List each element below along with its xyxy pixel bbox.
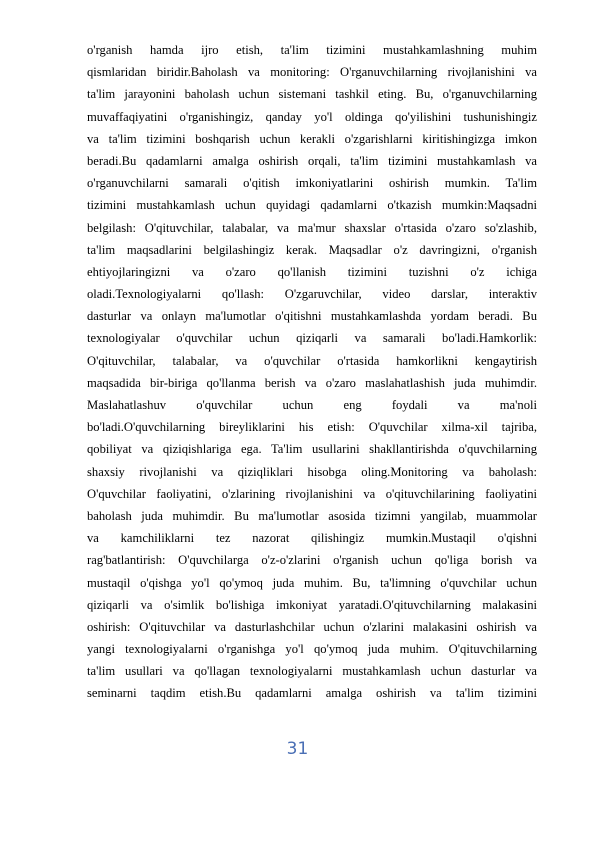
text-line: yangi texnologiyalarni o'rganishga yo'l qo'ymoq juda muhim. O'qituvchilarning — [87, 642, 537, 657]
text-line: ta'lim usullari va qo'llagan texnologiyalarni mustahkamlash uchun dasturlar va — [87, 664, 537, 679]
text-line: baholash juda muhimdir. Bu ma'lumotlar asosida tizimni yangilab, muammolar — [87, 508, 537, 523]
text-line: texnologiyalar o'quvchilar uchun qiziqarli va samarali bo'ladi.Hamkorlik: — [87, 331, 537, 346]
text-line: va ta'lim tizimini boshqarish uchun kerakli o'zgarishlarni kiritishingizga imkon — [87, 131, 537, 146]
text-line: qobiliyat va qiziqishlariga ega. Ta'lim usullarini shakllantirishda o'quvchilarning — [87, 442, 537, 457]
text-line: maqsadida bir-biriga qo'llanma berish va o'zaro maslahatlashish juda muhimdir. — [87, 375, 537, 390]
text-line: qismlaridan biridir.Baholash va monitoring: O'rganuvchilarning rivojlanishini va — [87, 65, 537, 80]
text-line: qiziqarli va o'simlik bo'lishiga imkoniyat yaratadi.O'qituvchilarning malakasini — [87, 597, 537, 612]
text-line: o'rganuvchilarni samarali o'qitish imkoniyatlarini oshirish mumkin. Ta'lim — [87, 176, 537, 191]
text-line: oshirish: O'qituvchilar va dasturlashchilar uchun o'zlarini malakasini oshirish va — [87, 619, 537, 634]
text-line: ta'lim jarayonini baholash uchun sistemani tashkil eting. Bu, o'rganuvchilarning — [87, 87, 537, 102]
text-line: O'qituvchilar, talabalar, va o'quvchilar o'rtasida hamkorlikni kengaytirish — [87, 353, 537, 368]
text-line: muvaffaqiyatini o'rganishingiz, qanday yo'l oldinga qo'yilishini tushunishingiz — [87, 109, 537, 124]
body-text — [87, 39, 537, 705]
text-line: oladi.Texnologiyalarni qo'llash: O'zgaruvchilar, video darslar, interaktiv — [87, 287, 537, 302]
text-line: beradi.Bu qadamlarni amalga oshirish orqali, ta'lim tizimini mustahkamlash va — [87, 153, 537, 168]
text-line: dasturlar va onlayn ma'lumotlar o'qitishni mustahkamlashda yordam beradi. Bu — [87, 309, 537, 324]
page-number: 31 — [286, 739, 309, 759]
text-line: O'quvchilar faoliyatini, o'zlarining rivojlanishini va o'qituvchilarining faoliyatini — [87, 486, 537, 501]
text-line: Maslahatlashuv o'quvchilar uchun eng foydali va ma'noli — [87, 398, 537, 412]
text-line: ta'lim maqsadlarini belgilashingiz kerak. Maqsadlar o'z davringizni, o'rganish — [87, 242, 537, 257]
text-line: rag'batlantirish: O'quvchilarga o'z-o'zlarini o'rganish uchun qo'liga borish va — [87, 553, 537, 568]
text-line: o'rganish hamda ijro etish, ta'lim tizimini mustahkamlashning muhim — [87, 43, 537, 57]
text-line: belgilash: O'qituvchilar, talabalar, va ma'mur shaxslar o'rtasida o'zaro so'zlashib, — [87, 220, 537, 235]
text-line: tizimini mustahkamlash uchun quyidagi qadamlarni o'tkazish mumkin:Maqsadni — [87, 198, 537, 213]
text-line: ehtiyojlaringizni va o'zaro qo'llanish tizimini tuzishni o'z ichiga — [87, 264, 537, 279]
text-line: seminarni taqdim etish.Bu qadamlarni amalga oshirish va ta'lim tizimini — [87, 686, 537, 701]
text-line: shaxsiy rivojlanishi va qiziqliklari hisobga oling.Monitoring va baholash: — [87, 464, 537, 479]
text-line: mustaqil o'qishga yo'l qo'ymoq juda muhim. Bu, ta'limning o'quvchilar uchun — [87, 575, 537, 590]
text-line: bo'ladi.O'quvchilarning bireyliklarini his etish: O'quvchilar xilma-xil tajriba, — [87, 420, 537, 435]
text-line: va kamchiliklarni tez nazorat qilishingiz mumkin.Mustaqil o'qishni — [87, 531, 537, 546]
